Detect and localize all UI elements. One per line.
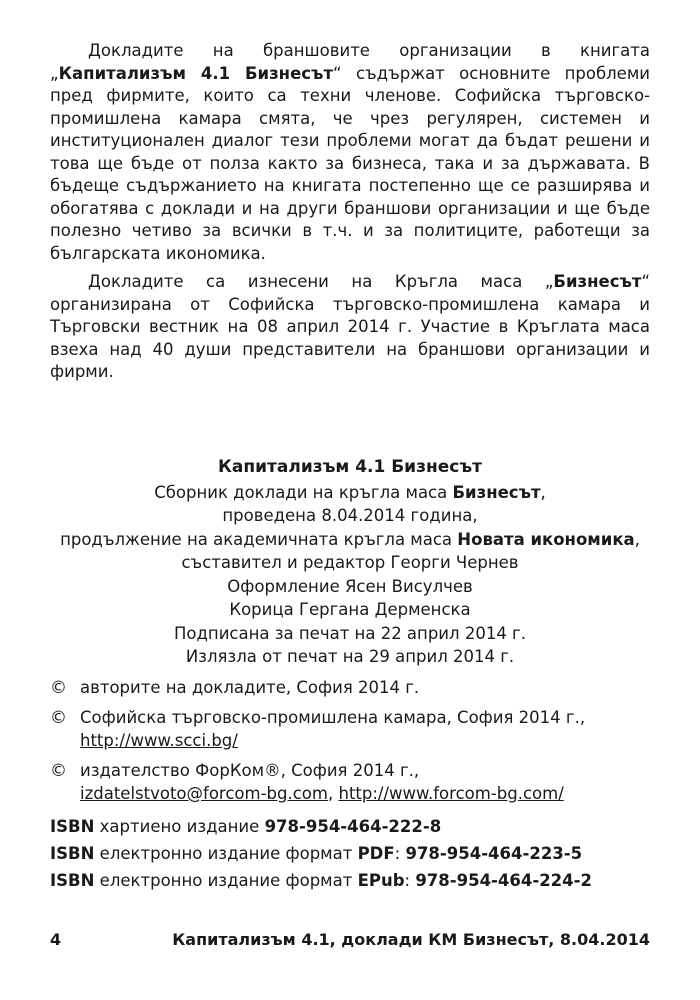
- copyright-list: [50, 677, 650, 806]
- imprint-cover-line: Корица Гергана Дерменска: [229, 600, 471, 619]
- imprint-published-line: Излязла от печат на 29 април 2014 г.: [185, 647, 515, 666]
- copyright-icon: ©: [50, 708, 67, 728]
- copyright-authors: © авторите на докладите, София 2014 г.: [50, 677, 420, 698]
- isbn-pdf: ISBN електронно издание формат PDF: 978-954-464-223-5: [50, 844, 583, 863]
- intro-text: [50, 40, 650, 384]
- imprint-continuation-line: продължение на академичната кръгла маса Новата икономика,: [60, 529, 640, 549]
- publisher-site-link[interactable]: http://www.forcom-bg.com/: [338, 783, 564, 803]
- copyright-icon: ©: [50, 677, 67, 698]
- imprint-editor-line: съставител и редактор Георги Чернев: [181, 553, 519, 572]
- imprint-signed-line: Подписана за печат на 22 април 2014 г.: [174, 623, 526, 643]
- publisher-email-link[interactable]: izdatelstvoto@forcom-bg.com: [80, 783, 328, 803]
- imprint-layout-line: Оформление Ясен Висулчев: [227, 576, 473, 596]
- isbn-print: ISBN хартиено издание 978-954-464-222-8: [50, 817, 442, 836]
- copyright-icon: ©: [50, 761, 67, 781]
- page-footer: [50, 930, 650, 949]
- imprint-collection-line: Сборник доклади на кръгла маса Бизнесът,: [154, 482, 546, 502]
- imprint-date-line: проведена 8.04.2014 година,: [222, 506, 478, 525]
- round-table-name-inline: Бизнесът: [553, 272, 642, 291]
- copyright-publisher: © издателство ФорКом®, София 2014 г., izdatelstvoto@forcom-bg.com, http://www.forcom-bg.com/: [50, 761, 564, 803]
- isbn-list: [50, 813, 650, 894]
- copyright-scci: © Софийска търговско-промишлена камара, София 2014 г., http://www.scci.bg/: [50, 708, 586, 750]
- book-title-inline: Капитализъм 4.1 Бизнесът: [58, 63, 334, 83]
- imprint-title: Капитализъм 4.1 Бизнесът: [218, 457, 482, 477]
- running-title: Капитализъм 4.1, доклади КМ Бизнесът, 8.04.2014: [172, 930, 650, 949]
- imprint-credits: [50, 456, 650, 669]
- intro-paragraph-1: Докладите на браншовите организации в книгата „Капитализъм 4.1 Бизнесът“ съдържат основните проблеми пред фирмите, които са техни членове. Софийска търговско-промишлена камара смята, че чрез регулярен, системен и институционален диалог тези проблеми могат да бъдат решени и това ще бъде от полза както за бизнеса, така и за държавата. В бъдеще съдържанието на книгата постепенно ще се разширява и обогатява с доклади и на други браншови организации и ще бъде полезно четиво за всички в т.ч. и за политиците, работещи за българската икономика.: [50, 41, 650, 263]
- isbn-epub: ISBN електронно издание формат EPub: 978-954-464-224-2: [50, 871, 592, 890]
- intro-paragraph-2: Докладите са изнесени на Кръгла маса „Бизнесът“ организирана от Софийска търговско-промишлена камара и Търговски вестник на 08 април 2014 г. Участие в Кръглата маса взеха над 40 души представители на браншови организации и фирми.: [50, 272, 650, 381]
- page-number: 4: [50, 930, 62, 949]
- imprint-section: [50, 456, 650, 894]
- scci-link[interactable]: http://www.scci.bg/: [80, 730, 238, 750]
